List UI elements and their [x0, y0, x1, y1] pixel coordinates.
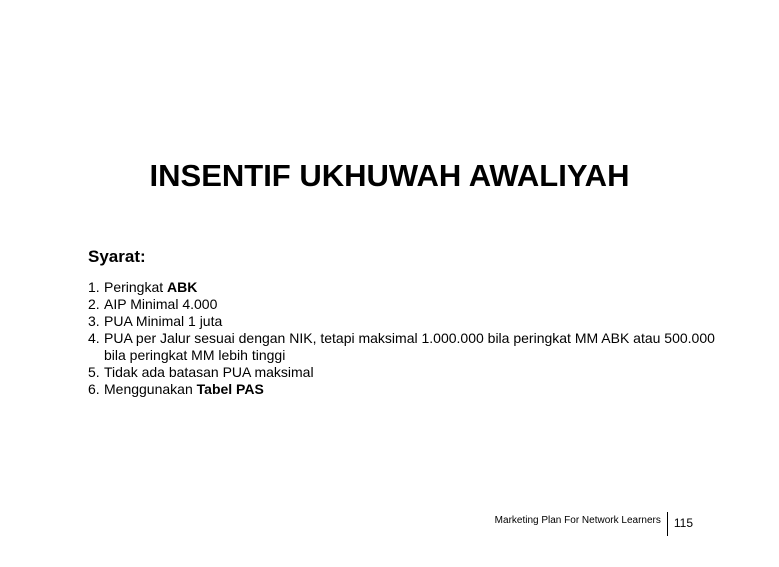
- requirement-text: [104, 279, 728, 296]
- requirement-plain-text: PUA per Jalur sesuai dengan NIK, tetapi maksimal 1.000.000 bila peringkat MM ABK atau 500.000 bila peringkat MM lebih tinggi: [104, 330, 715, 363]
- requirement-text: [104, 313, 728, 330]
- requirement-bold-text: ABK: [167, 279, 198, 295]
- requirement-plain-text: AIP Minimal 4.000: [104, 296, 218, 312]
- page-number: 115: [673, 516, 693, 530]
- requirement-number: 1.: [88, 279, 100, 295]
- requirement-item: [88, 279, 728, 296]
- requirements-heading: Syarat:: [88, 247, 146, 266]
- footer-caption: Marketing Plan For Network Learners: [494, 515, 661, 526]
- slide-title: INSENTIF UKHUWAH AWALIYAH: [149, 158, 630, 193]
- slide-footer: [495, 512, 693, 534]
- requirement-plain-text: Menggunakan: [104, 381, 197, 397]
- requirement-number: 6.: [88, 381, 100, 397]
- requirement-text: [104, 364, 728, 381]
- requirement-item: [88, 296, 728, 313]
- requirements-list: [88, 279, 728, 398]
- requirement-number: 2.: [88, 296, 100, 312]
- requirement-text: [104, 330, 728, 364]
- requirement-bold-text: Tabel PAS: [196, 381, 264, 397]
- requirement-text: [104, 381, 728, 398]
- requirement-number: 3.: [88, 313, 100, 329]
- requirement-item: [88, 381, 728, 398]
- requirement-plain-text: PUA Minimal 1 juta: [104, 313, 223, 329]
- requirement-plain-text: Tidak ada batasan PUA maksimal: [104, 364, 314, 380]
- requirement-text: [104, 296, 728, 313]
- requirement-item: [88, 364, 728, 381]
- requirement-plain-text: Peringkat: [104, 279, 168, 295]
- requirement-item: [88, 313, 728, 330]
- requirement-number: 5.: [88, 364, 100, 380]
- requirement-number: 4.: [88, 330, 100, 346]
- requirement-item: [88, 330, 728, 364]
